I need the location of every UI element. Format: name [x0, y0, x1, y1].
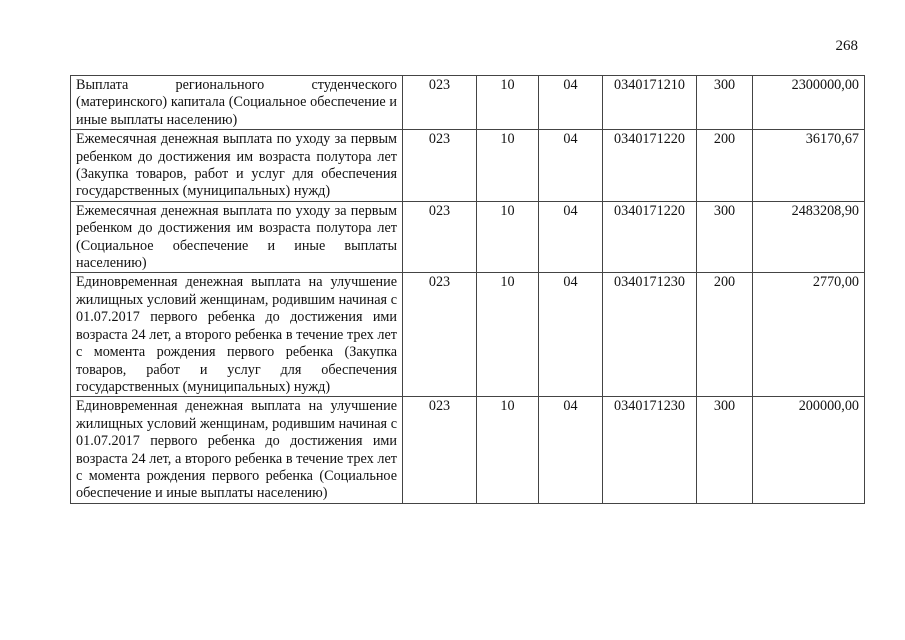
row-subsection-code: 04 — [539, 201, 603, 273]
row-section-code: 10 — [477, 76, 539, 130]
table-row — [71, 201, 865, 273]
row-subsection-code: 04 — [539, 130, 603, 202]
row-subsection-code: 04 — [539, 273, 603, 397]
table-row — [71, 397, 865, 503]
row-expense-type-code: 200 — [697, 273, 753, 397]
row-section-code: 10 — [477, 201, 539, 273]
table-row — [71, 130, 865, 202]
row-expense-type-code: 300 — [697, 201, 753, 273]
row-subsection-code: 04 — [539, 76, 603, 130]
row-amount: 200000,00 — [753, 397, 865, 503]
row-target-article-code: 0340171230 — [603, 273, 697, 397]
row-expense-type-code: 200 — [697, 130, 753, 202]
row-ved-code: 023 — [403, 130, 477, 202]
row-target-article-code: 0340171220 — [603, 130, 697, 202]
row-section-code: 10 — [477, 273, 539, 397]
row-name: Выплата регионального студенческого (материнского) капитала (Социальное обеспечение и иные выплаты населению) — [71, 76, 403, 130]
row-amount: 2483208,90 — [753, 201, 865, 273]
row-target-article-code: 0340171210 — [603, 76, 697, 130]
table-row — [71, 76, 865, 130]
row-name: Единовременная денежная выплата на улучшение жилищных условий женщинам, родившим начиная с 01.07.2017 первого ребенка до достижения ими возраста 24 лет, а второго ребенка в течение трех лет с момента рождения первого ребенка (Социальное обеспечение и иные выплаты населению) — [71, 397, 403, 503]
row-amount: 2300000,00 — [753, 76, 865, 130]
table-row — [71, 273, 865, 397]
row-ved-code: 023 — [403, 273, 477, 397]
budget-table — [70, 75, 865, 504]
row-ved-code: 023 — [403, 76, 477, 130]
row-ved-code: 023 — [403, 397, 477, 503]
row-expense-type-code: 300 — [697, 397, 753, 503]
row-amount: 2770,00 — [753, 273, 865, 397]
row-section-code: 10 — [477, 130, 539, 202]
page-number: 268 — [835, 38, 858, 54]
row-name: Ежемесячная денежная выплата по уходу за первым ребенком до достижения им возраста полутора лет (Закупка товаров, работ и услуг для обеспечения государственных (муниципальных) нужд) — [71, 130, 403, 202]
row-name: Ежемесячная денежная выплата по уходу за первым ребенком до достижения им возраста полутора лет (Социальное обеспечение и иные выплаты населению) — [71, 201, 403, 273]
row-subsection-code: 04 — [539, 397, 603, 503]
row-target-article-code: 0340171220 — [603, 201, 697, 273]
row-expense-type-code: 300 — [697, 76, 753, 130]
row-name: Единовременная денежная выплата на улучшение жилищных условий женщинам, родившим начиная с 01.07.2017 первого ребенка до достижения ими возраста 24 лет, а второго ребенка в течение трех лет с момента рождения первого ребенка (Закупка товаров, работ и услуг для обеспечения государственных (муниципальных) нужд) — [71, 273, 403, 397]
row-ved-code: 023 — [403, 201, 477, 273]
row-amount: 36170,67 — [753, 130, 865, 202]
row-target-article-code: 0340171230 — [603, 397, 697, 503]
row-section-code: 10 — [477, 397, 539, 503]
